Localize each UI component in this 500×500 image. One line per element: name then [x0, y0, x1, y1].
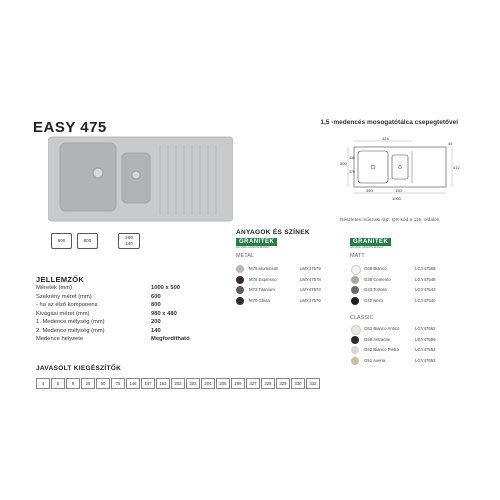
- color-swatch: [236, 276, 244, 284]
- dim-label: 150: [395, 188, 402, 193]
- accessory-item: 5: [51, 378, 65, 389]
- accessory-item: 202: [171, 378, 185, 389]
- color-swatch: [351, 276, 359, 284]
- dim-label: 430: [349, 156, 355, 160]
- spec-row: [36, 285, 216, 293]
- color-name: M73 Titanium: [249, 287, 275, 292]
- accessory-item: 329: [276, 378, 290, 389]
- accessory-item: 328: [261, 378, 275, 389]
- materials-heading: ANYAGOK ÉS SZÍNEK: [236, 229, 310, 236]
- color-swatch: [351, 346, 359, 354]
- color-code: LGY47551: [415, 357, 436, 363]
- dim-label: 370: [349, 170, 355, 174]
- color-code: LGY47568: [415, 266, 436, 271]
- color-swatch: [236, 297, 244, 305]
- product-title: EASY 475: [33, 119, 107, 136]
- dim-label: 412: [453, 165, 460, 170]
- spec-label: Méretek (mm): [36, 285, 73, 291]
- brand-logo-right: GRANITEK NATURAL GRANITE EFFECT: [350, 238, 391, 249]
- color-code: LGY47559: [415, 336, 436, 342]
- color-swatch: [236, 286, 244, 294]
- accessory-item: 25: [81, 378, 95, 389]
- features-heading: JELLEMZŐK: [36, 275, 85, 284]
- spec-row: [36, 302, 216, 310]
- brand-logo-left: GRANITEK NATURAL GRANITE EFFECT: [236, 238, 277, 249]
- color-name: G62 Bianco Antico: [364, 326, 400, 331]
- color-item: [236, 286, 356, 295]
- color-code: LGY47543: [415, 287, 436, 292]
- color-code: LMY47570: [300, 297, 321, 303]
- color-item: [351, 357, 471, 366]
- accessory-item: 4: [36, 378, 50, 389]
- color-swatch: [351, 357, 359, 365]
- color-item: [236, 276, 356, 285]
- technical-drawing: [340, 135, 460, 215]
- color-swatch: [351, 325, 361, 335]
- spec-row: [36, 319, 216, 327]
- color-swatch: [351, 286, 359, 294]
- color-code: LMY47579: [300, 266, 321, 271]
- spec-value: Megfordítható: [151, 336, 190, 342]
- cabinet-600-icon: 600: [51, 233, 72, 249]
- group-metal: METAL: [236, 253, 254, 259]
- color-name: M70 Ghisa: [249, 297, 270, 303]
- color-item: [351, 276, 471, 285]
- product-subtitle: 1,5 -medencés mosogatótálca csepegtetővel: [320, 119, 458, 126]
- color-swatch: [351, 336, 359, 344]
- accessory-item: 327: [246, 378, 260, 389]
- group-classic: CLASSIC: [350, 315, 374, 321]
- accessories-heading: JAVASOLT KIEGÉSZÍTŐK: [36, 365, 122, 372]
- accessory-item: 204: [201, 378, 215, 389]
- color-code: LGY47548: [415, 276, 436, 282]
- color-name: G40 Nero: [364, 297, 383, 303]
- accessory-item: 332: [306, 378, 320, 389]
- spec-value: 140: [151, 327, 161, 334]
- color-item: [351, 297, 471, 306]
- spec-label: - ha az első komponens: [36, 302, 98, 308]
- spec-value: 980 x 480: [151, 310, 177, 317]
- color-code: LGY47552: [415, 347, 436, 352]
- depth-icon: 200 140: [118, 233, 140, 249]
- group-matt: MATT: [350, 253, 365, 259]
- accessory-item: 147: [141, 378, 155, 389]
- color-name: G68 Bianco: [364, 266, 387, 271]
- accessory-item: 9: [66, 378, 80, 389]
- color-item: [351, 286, 471, 295]
- color-name: G43 Tortora: [364, 287, 387, 292]
- color-item: [236, 265, 356, 274]
- dim-label: 424: [382, 136, 389, 141]
- spec-value: 600: [151, 293, 161, 300]
- spec-row: [36, 336, 216, 344]
- color-name: G51 Avena: [364, 357, 386, 363]
- dim-label: 45: [448, 141, 453, 146]
- color-name: G59 Antracite: [364, 336, 391, 342]
- spec-label: Kivágási méret (mm): [36, 310, 90, 317]
- sink-image: [48, 135, 233, 223]
- accessory-item: 330: [291, 378, 305, 389]
- color-item: [351, 346, 471, 355]
- spec-row: [36, 311, 216, 319]
- dim-label: 500: [340, 161, 347, 166]
- color-code: LMY47573: [300, 287, 321, 292]
- color-item: [351, 325, 471, 334]
- spec-label: 1. Medence mélység (mm): [36, 319, 105, 325]
- spec-row: [36, 328, 216, 336]
- accessory-item: 75: [111, 378, 125, 389]
- color-item: [351, 336, 471, 345]
- color-name: G52 Bianco Pietra: [364, 347, 399, 352]
- color-name: G48 Cemento: [364, 276, 391, 282]
- spec-value: 1000 x 500: [151, 285, 181, 291]
- accessory-item: 146: [126, 378, 140, 389]
- spec-label: Medence helyzete: [36, 336, 84, 342]
- accessory-item: 203: [186, 378, 200, 389]
- color-swatch: [351, 265, 361, 275]
- spec-row: [36, 294, 216, 302]
- color-item: [236, 297, 356, 306]
- accessory-item: 205: [216, 378, 230, 389]
- accessory-item: 163: [156, 378, 170, 389]
- color-code: LGY47562: [415, 326, 436, 331]
- color-swatch: [236, 265, 244, 273]
- color-code: LGY47540: [415, 297, 436, 303]
- color-item: [351, 265, 471, 274]
- accessory-item: 299: [231, 378, 245, 389]
- dim-label: 1000: [392, 196, 401, 201]
- spec-value: 200: [151, 319, 161, 325]
- drawing-note: Részletes műszaki rajz: QR-kód a 115. oldalon: [340, 218, 440, 223]
- spec-label: 2. Medence mélység (mm): [36, 327, 105, 334]
- spec-label: Szekrény méret (mm): [36, 293, 92, 300]
- dim-label: 350: [366, 188, 373, 193]
- cabinet-800-icon: 800: [77, 233, 98, 249]
- color-name: M79 Aluminium: [249, 266, 279, 271]
- color-code: LMY47578: [300, 276, 321, 282]
- color-name: M78 Espresso: [249, 276, 277, 282]
- color-swatch: [351, 297, 359, 305]
- accessories-list: [36, 378, 321, 389]
- spec-value: 800: [151, 302, 161, 308]
- accessory-item: 50: [96, 378, 110, 389]
